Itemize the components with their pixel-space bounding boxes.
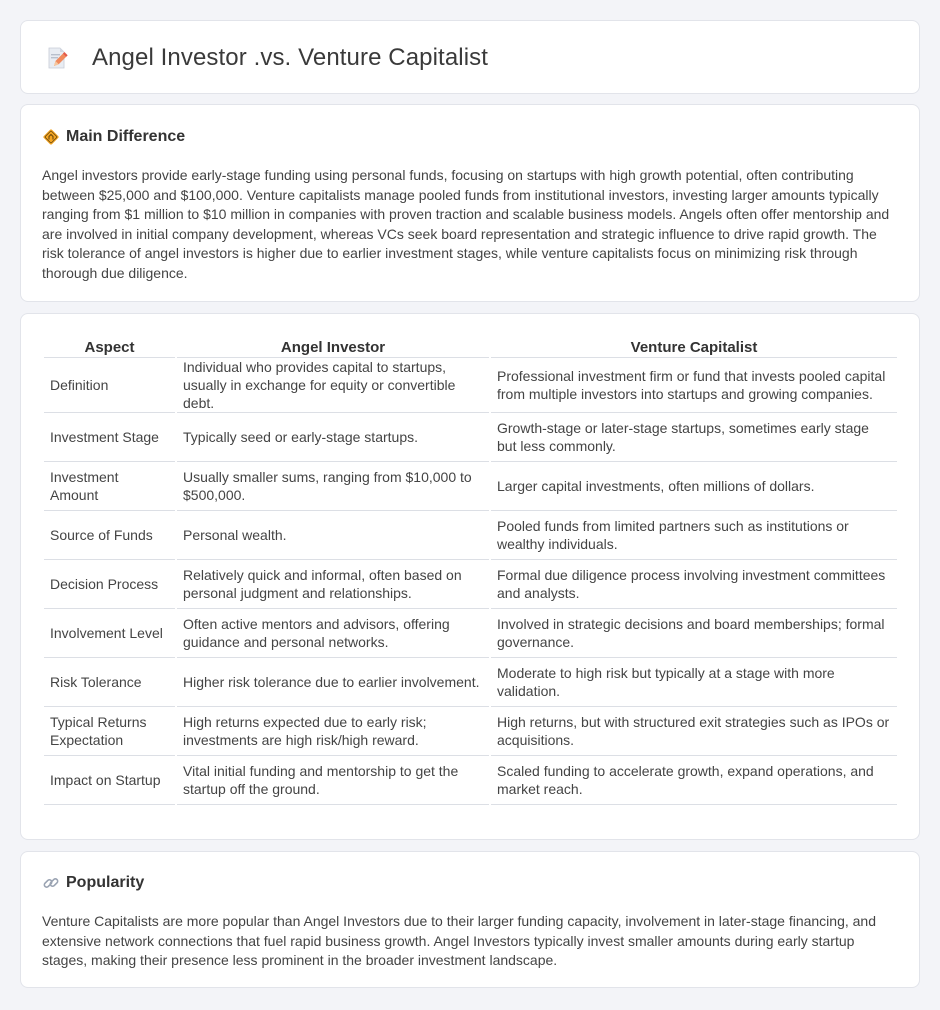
document-pencil-icon bbox=[45, 46, 69, 70]
table-row bbox=[44, 756, 897, 805]
cell-angel: Personal wealth. bbox=[177, 511, 489, 560]
table-row bbox=[44, 413, 897, 462]
cell-vc: Moderate to high risk but typically at a stage with more validation. bbox=[491, 658, 897, 707]
popularity-text: Venture Capitalists are more popular than Angel Investors due to their larger funding capacity, involvement in later-stage financing, and extensive network connections that fuel rapid business growth. Angel Investors typically invest smaller amounts during early startup stages, making their presence less prominent in the broader investment landscape. bbox=[42, 913, 877, 969]
column-header-venture-capitalist: Venture Capitalist bbox=[491, 334, 897, 358]
cell-aspect: Investment Stage bbox=[44, 413, 175, 462]
cell-aspect: Investment Amount bbox=[44, 462, 175, 511]
cell-vc: Pooled funds from limited partners such as institutions or wealthy individuals. bbox=[491, 511, 897, 560]
comparison-section bbox=[20, 313, 920, 840]
popularity-section bbox=[20, 851, 920, 988]
page-title: Angel Investor .vs. Venture Capitalist bbox=[92, 44, 489, 71]
main-difference-text: Angel investors provide early-stage funding using personal funds, focusing on startups with high growth potential, often contributing between $25,000 and $100,000. Venture capitalists manage pooled funds from institutional investors, investing larger amounts typically ranging from $1 million to $10 million in companies with proven traction and scalable business models. Angels often offer mentorship and are involved in initial company development, whereas VCs seek board representation and strategic influence to drive rapid growth. The risk tolerance of angel investors is higher due to earlier investment stages, while venture capitalists focus on minimizing risk through thorough due diligence. bbox=[42, 167, 890, 281]
cell-vc: Growth-stage or later-stage startups, sometimes early stage but less commonly. bbox=[491, 413, 897, 462]
cell-angel: Relatively quick and informal, often based on personal judgment and relationships. bbox=[177, 560, 489, 609]
cell-vc: Involved in strategic decisions and board memberships; formal governance. bbox=[491, 609, 897, 658]
cell-angel: Vital initial funding and mentorship to get the startup off the ground. bbox=[177, 756, 489, 805]
table-row bbox=[44, 658, 897, 707]
table-header-row bbox=[44, 334, 897, 358]
cell-vc: High returns, but with structured exit strategies such as IPOs or acquisitions. bbox=[491, 707, 897, 756]
main-difference-heading bbox=[42, 128, 185, 146]
cell-angel: Usually smaller sums, ranging from $10,000 to $500,000. bbox=[177, 462, 489, 511]
cell-aspect: Risk Tolerance bbox=[44, 658, 175, 707]
cell-aspect: Typical Returns Expectation bbox=[44, 707, 175, 756]
table-row bbox=[44, 358, 897, 413]
table-row bbox=[44, 462, 897, 511]
main-difference-section bbox=[20, 104, 920, 302]
cell-aspect: Impact on Startup bbox=[44, 756, 175, 805]
column-header-angel-investor: Angel Investor bbox=[177, 334, 489, 358]
cell-aspect: Involvement Level bbox=[44, 609, 175, 658]
table-row bbox=[44, 560, 897, 609]
cell-angel: Typically seed or early-stage startups. bbox=[177, 413, 489, 462]
column-header-aspect: Aspect bbox=[44, 334, 175, 358]
popularity-heading bbox=[42, 874, 144, 892]
cell-aspect: Definition bbox=[44, 358, 175, 413]
cell-vc: Formal due diligence process involving investment committees and analysts. bbox=[491, 560, 897, 609]
cell-angel: Individual who provides capital to startups, usually in exchange for equity or convertible debt. bbox=[177, 358, 489, 413]
header-card bbox=[20, 20, 920, 94]
table-row bbox=[44, 707, 897, 756]
cell-angel: High returns expected due to early risk; investments are high risk/high reward. bbox=[177, 707, 489, 756]
cell-vc: Professional investment firm or fund that invests pooled capital from multiple investors into startups and growing companies. bbox=[491, 358, 897, 413]
table-row bbox=[44, 609, 897, 658]
diamond-road-sign-icon bbox=[42, 128, 60, 146]
table-row bbox=[44, 511, 897, 560]
cell-angel: Higher risk tolerance due to earlier involvement. bbox=[177, 658, 489, 707]
cell-angel: Often active mentors and advisors, offering guidance and personal networks. bbox=[177, 609, 489, 658]
link-icon bbox=[42, 874, 60, 892]
cell-vc: Larger capital investments, often millions of dollars. bbox=[491, 462, 897, 511]
cell-vc: Scaled funding to accelerate growth, expand operations, and market reach. bbox=[491, 756, 897, 805]
cell-aspect: Source of Funds bbox=[44, 511, 175, 560]
main-difference-title: Main Difference bbox=[66, 128, 186, 145]
popularity-title: Popularity bbox=[66, 874, 145, 891]
cell-aspect: Decision Process bbox=[44, 560, 175, 609]
comparison-table bbox=[42, 334, 899, 805]
